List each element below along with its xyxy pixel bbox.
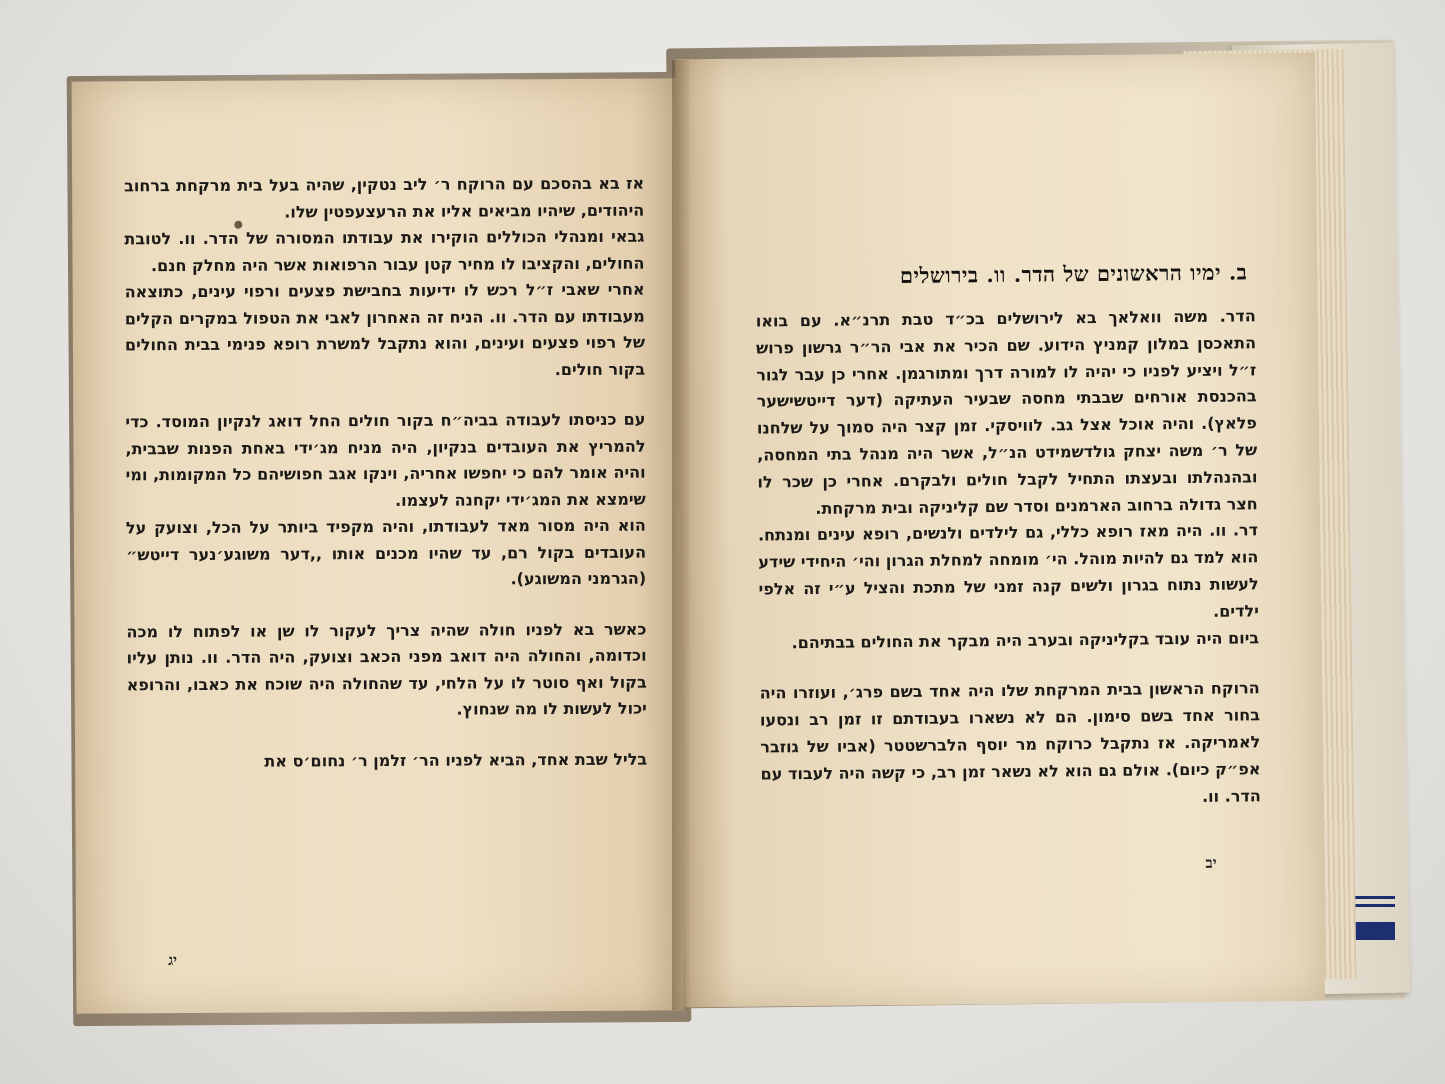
- left-page: [72, 78, 685, 1013]
- paragraph: גבאי ומנהלי הכוללים הוקירו את עבודתו המסורה של הדר. וו. לטובת החולים, והקציבו לו מחיר קטן עבור הרפואות אשר היה מחלק חנם.: [124, 226, 645, 275]
- paragraph: הדר. משה וואלאך בא לירושלים בכ״ד טבת תרנ״א. עם בואו התאכסן במלון קמניץ הידוע. שם הכיר את אבי הר״ר גרשון פרוש ז״ל ויציע לפניו כי יהיה לו למורה דרך ומתורגמן. אחרי כן עבר לגור בהכנסת אורחים שבבתי מחסה שבעיר העתיקה (דער דייטשישער פלאץ). והיה אוכל אצל גב. לוויסקי. זמן קצר היה סמוך על שלחנו של ר׳ משה יצחק גולדשמידט הנ״ל, אשר היה מנהל בתי המחסה, ובהנהלתו ובעצתו התחיל לקבל חולים ולבקרם. אחרי כן שכר לו חצר גדולה ברחוב הארמנים וסדר שם קליניקה ובית מרקחת.: [755, 306, 1258, 518]
- book-gutter-shadow: [672, 60, 690, 1010]
- paragraph: בליל שבת אחד, הביא לפניו הר׳ זלמן ר׳ נחום׳ס את: [264, 749, 648, 771]
- paragraph: עם כניסתו לעבודה בביה״ח בקור חולים החל דואג לנקיון המוסד. כדי להמריץ את העובדים בנקיון, היה מניח מג׳ידי באחת הפנות שבבית, והיה אומר להם כי יחפשו אחריה, וינקו אגב חפושיהם כל המקומות, ומי שימצא את המג׳ידי יקחנה לעצמו.: [125, 409, 646, 510]
- jacket-stripe: [1355, 896, 1395, 899]
- paragraph: דר. וו. היה מאז רופא כללי, גם לילדים ולנשים, רופא עינים ומנתח. הוא למד גם להיות מוהל. הי׳ מומחה למחלת הגרון והי׳ היחידי שידע לעשות נתוח בגרון ולשים קנה זמני של מתכת והציל ע״י זה אלפי ילדים.: [757, 520, 1259, 621]
- jacket-stripe: [1355, 922, 1395, 940]
- paragraph: אחרי שאבי ז״ל רכש לו ידיעות בחבישת פצעים ורפוי עינים, כתוצאה מעבודתו עם הדר. וו. הניח זה האחרון לאבי את הטפול במקרים הקלים של רפוי פצעים ועינים, והוא נתקבל למשרת רופא פנימי בבית החולים בקור חולים.: [124, 279, 646, 379]
- paragraph: הוא היה מסור מאד לעבודתו, והיה מקפיד ביותר על הכל, וצועק על העובדים בקול רם, עד שהיו מכנים אותו ,,דער משוגע׳נער דייטש״ (הגרמני המשוגע).: [125, 515, 647, 589]
- right-page-text: [756, 303, 1261, 815]
- paragraph: כאשר בא לפניו חולה שהיה צריך לעקור לו שן או לפתוח לו מכה וכדומה, והחולה היה דואב מפני הכאב וצועק, היה הדר. וו. נותן עליו בקול ואף סוטר לו על הלחי, עד שהחולה היה שוכח את כאבו, והרופא יכול לעשות לו מה שנחוץ.: [126, 619, 647, 719]
- paragraph: הרוקח הראשון בבית המרקחת שלו היה אחד בשם פרג׳, ועוזרו היה בחור אחד בשם סימון. הם לא נשארו בעבודתם זו זמן רב ונסעו לאמריקה. אז נתקבל כרוקח מר יוסף הלברשטטר (אביו של גוזבר אפ״ק כיום). אולם גם הוא לא נשאר זמן רב, כי קשה היה לעבוד עם הדר. וו.: [759, 678, 1261, 806]
- right-page: [675, 53, 1325, 1008]
- page-number: יג: [168, 951, 178, 970]
- paragraph: ביום היה עובד בקליניקה ובערב היה מבקר את החולים בבתיהם.: [791, 627, 1260, 652]
- paragraph: אז בא בהסכם עם הרוקח ר׳ ליב נטקין, שהיה בעל בית מרקחת ברחוב היהודים, שיהיו מביאים אליו את הרעצעפטין שלו.: [124, 173, 645, 221]
- left-page-text: [124, 171, 647, 776]
- page-number: יב: [1205, 853, 1217, 872]
- chapter-heading: ב. ימיו הראשונים של הדר. וו. בירושלים: [899, 259, 1248, 289]
- jacket-stripe: [1355, 904, 1395, 907]
